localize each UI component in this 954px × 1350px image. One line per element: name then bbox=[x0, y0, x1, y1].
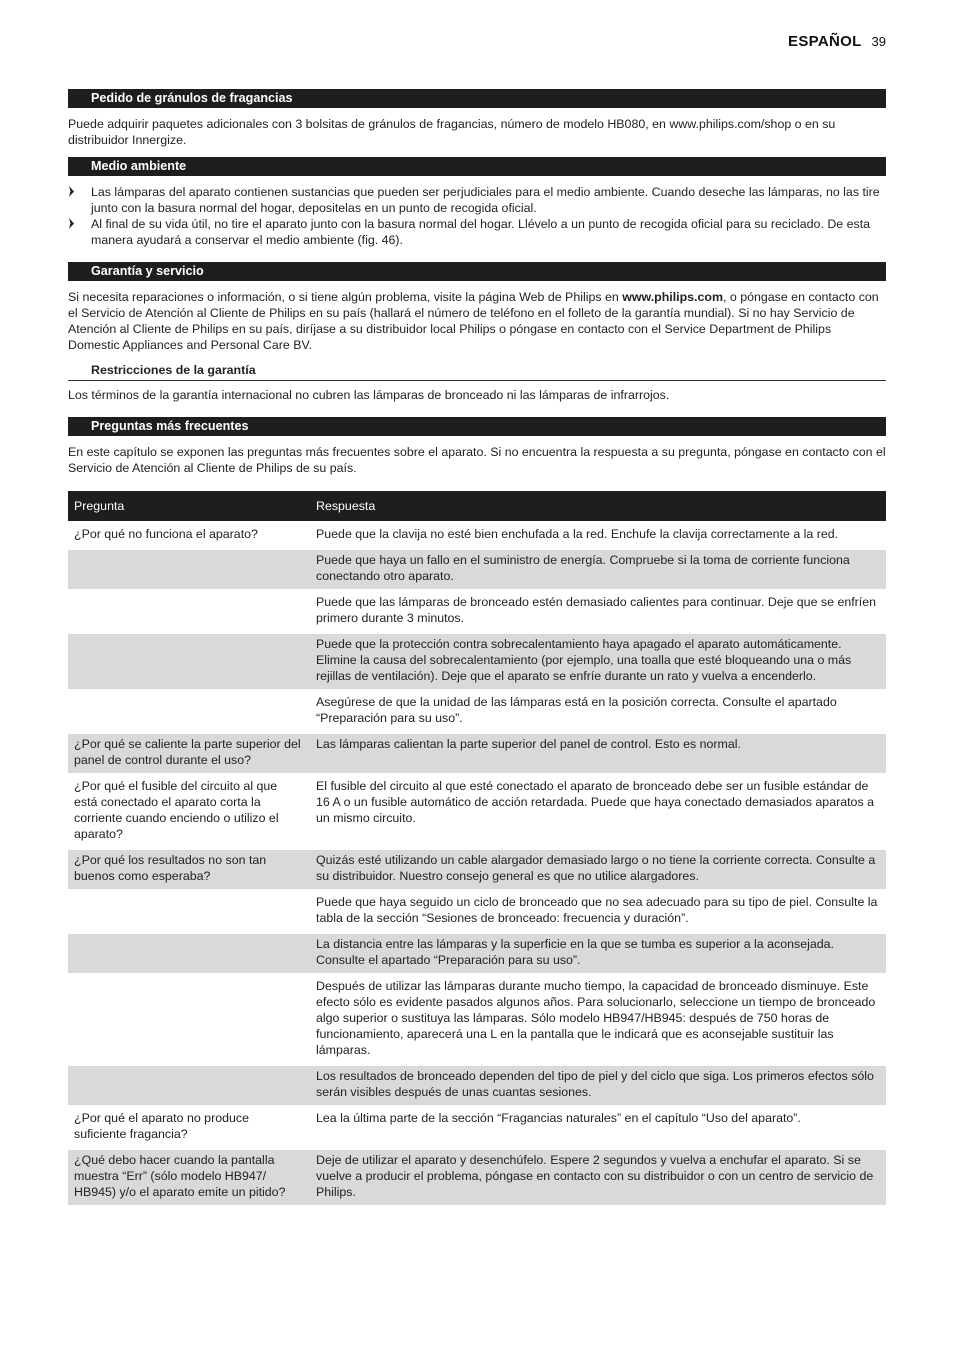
bullet-icon bbox=[69, 186, 74, 197]
faq-question: ¿Por qué se caliente la parte superior del panel de control durante el uso? bbox=[68, 734, 310, 773]
faq-answer: El fusible del circuito al que esté conectado el aparato de bronceado debe ser un fusible estándar de 16 A o un fusible automático de acción retardada. Puede que haya conectado demasiados aparatos a un mismo circuito. bbox=[316, 779, 874, 825]
faq-answer: Lea la última parte de la sección “Fragancias naturales” en el capítulo “Uso del aparato”. bbox=[316, 1111, 801, 1125]
warranty-text-end: , o póngase en contacto con el Servicio de Atención al Cliente de Philips en su país (hallará el número de teléfono en el folleto de la garantía mundial). Si no hay Servicio de Atención al Cliente de Philips en su país, diríjase a su distribuidor local Philips o póngase en contacto con el Service Department de Philips Domestic Appliances and Personal Care BV. bbox=[68, 290, 879, 352]
table-row bbox=[68, 850, 886, 889]
faq-question bbox=[68, 976, 310, 1063]
language-label: ESPAÑOL bbox=[788, 33, 862, 50]
table-row bbox=[68, 592, 886, 631]
bullet-icon bbox=[69, 218, 74, 229]
faq-intro: En este capítulo se exponen las preguntas más frecuentes sobre el aparato. Si no encuentra la respuesta a su pregunta, póngase en contacto con el Servicio de Atención al Cliente de Philips de su país. bbox=[68, 445, 886, 475]
table-row bbox=[68, 1108, 886, 1147]
warranty-restrictions-text: Los términos de la garantía internacional no cubren las lámparas de bronceado ni las lámparas de infrarrojos. bbox=[68, 388, 670, 402]
warranty-text-start: Si necesita reparaciones o información, o si tiene algún problema, visite la página Web de Philips en bbox=[68, 290, 623, 304]
faq-answer: Puede que haya un fallo en el suministro de energía. Compruebe si la toma de corriente funciona conectando otro aparato. bbox=[310, 550, 886, 589]
philips-website-link[interactable]: www.philips.com bbox=[622, 290, 723, 304]
faq-question bbox=[68, 934, 310, 973]
table-row bbox=[68, 524, 886, 547]
faq-answer: Los resultados de bronceado dependen del tipo de piel y del ciclo que siga. Los primeros efectos sólo serán visibles después de unas cuantas sesiones. bbox=[310, 1066, 886, 1105]
table-row bbox=[68, 734, 886, 773]
environment-bullet-text: Las lámparas del aparato contienen sustancias que pueden ser perjudiciales para el medio ambiente. Cuando deseche las lámparas, no las tire junto con la basura normal del hogar, depositelas en un punto de recogida oficial. bbox=[91, 185, 880, 215]
table-row bbox=[68, 776, 886, 847]
faq-answer: Las lámparas calientan la parte superior del panel de control. Esto es normal. bbox=[310, 734, 886, 773]
section-title-faq: Preguntas más frecuentes bbox=[68, 417, 886, 436]
faq-question bbox=[68, 892, 310, 931]
order-text: Puede adquirir paquetes adicionales con 3 bolsitas de gránulos de fragancias, número de modelo HB080, en www.philips.com/shop o en su distribuidor Innergize. bbox=[68, 117, 836, 147]
list-item bbox=[68, 216, 886, 248]
faq-table-header bbox=[68, 491, 886, 521]
table-row bbox=[68, 634, 886, 689]
table-row bbox=[68, 1150, 886, 1205]
table-row bbox=[68, 892, 886, 931]
faq-answer: Puede que la protección contra sobrecalentamiento haya apagado el aparato automáticamente. Elimine la causa del sobrecalentamiento (por ejemplo, una toalla que esté bloqueando una o más rejillas de ventilación). Deje que el aparato se enfríe durante un rato y vuelva a encenderlo. bbox=[310, 634, 886, 689]
faq-table bbox=[68, 488, 886, 1208]
section-title-order: Pedido de gránulos de fragancias bbox=[68, 89, 886, 108]
faq-answer: La distancia entre las lámparas y la superficie en la que se tumba es superior a la aconsejada. Consulte el apartado “Preparación para su uso”. bbox=[310, 934, 886, 973]
faq-question bbox=[68, 692, 310, 731]
faq-question: ¿Por qué el aparato no produce suficiente fragancia? bbox=[74, 1111, 249, 1141]
table-row bbox=[68, 1066, 886, 1105]
table-row bbox=[68, 934, 886, 973]
faq-question bbox=[68, 550, 310, 589]
column-header-answer: Respuesta bbox=[310, 491, 886, 521]
faq-question: ¿Por qué no funciona el aparato? bbox=[74, 527, 258, 541]
faq-question bbox=[68, 634, 310, 689]
faq-answer: Puede que las lámparas de bronceado estén demasiado calientes para continuar. Deje que se enfríen primero durante 3 minutos. bbox=[316, 595, 877, 625]
faq-answer: Puede que la clavija no esté bien enchufada a la red. Enchufe la clavija correctamente a la red. bbox=[316, 527, 839, 541]
warranty-restrictions-title: Restricciones de la garantía bbox=[68, 362, 886, 381]
faq-question: ¿Qué debo hacer cuando la pantalla muestra “Err” (sólo modelo HB947/ HB945) y/o el aparato emite un pitido? bbox=[68, 1150, 310, 1205]
faq-question bbox=[68, 1066, 310, 1105]
page-header bbox=[788, 34, 886, 50]
page-number: 39 bbox=[871, 34, 886, 49]
table-row bbox=[68, 550, 886, 589]
faq-answer: Deje de utilizar el aparato y desenchúfelo. Espere 2 segundos y vuelva a enchufar el aparato. Si se vuelve a producir el problema, póngase en contacto con su distribuidor o con un centro de servicio de Philips. bbox=[310, 1150, 886, 1205]
table-row bbox=[68, 976, 886, 1063]
faq-answer: Quizás esté utilizando un cable alargador demasiado largo o no tiene la corriente correcta. Consulte a su distribuidor. Nuestro consejo general es que no utilice alargadores. bbox=[310, 850, 886, 889]
faq-question: ¿Por qué el fusible del circuito al que está conectado el aparato corta la corriente cuando enciendo o utilizo el aparato? bbox=[74, 779, 279, 841]
environment-bullet-text: Al final de su vida útil, no tire el aparato junto con la basura normal del hogar. Llévelo a un punto de recogida oficial para su reciclado. De esta manera ayudará a conservar el medio ambiente (fig. 46). bbox=[91, 217, 871, 247]
section-title-warranty: Garantía y servicio bbox=[68, 262, 886, 281]
faq-answer: Después de utilizar las lámparas durante mucho tiempo, la capacidad de bronceado disminuye. Este efecto sólo es evidente pasados algunos años. Para solucionarlo, seleccione un tiempo de bronceado algo superior o sustituya las lámparas. Sólo modelo HB947/HB945: después de 750 horas de funcionamiento, aparecerá una L en la pantalla que le indicará que es aconsejable sustituir las lámparas. bbox=[316, 979, 876, 1057]
page-content bbox=[68, 89, 886, 1208]
warranty-text bbox=[68, 289, 886, 353]
column-header-question: Pregunta bbox=[68, 491, 310, 521]
section-title-environment: Medio ambiente bbox=[68, 157, 886, 176]
faq-answer: Asegúrese de que la unidad de las lámparas está en la posición correcta. Consulte el apartado “Preparación para su uso”. bbox=[316, 695, 837, 725]
faq-question: ¿Por qué los resultados no son tan buenos como esperaba? bbox=[68, 850, 310, 889]
environment-list bbox=[68, 184, 886, 248]
faq-answer: Puede que haya seguido un ciclo de bronceado que no sea adecuado para su tipo de piel. Consulte la tabla de la sección “Sesiones de bronceado: frecuencia y duración”. bbox=[316, 895, 878, 925]
list-item bbox=[68, 184, 886, 216]
faq-question bbox=[68, 592, 310, 631]
table-row bbox=[68, 692, 886, 731]
